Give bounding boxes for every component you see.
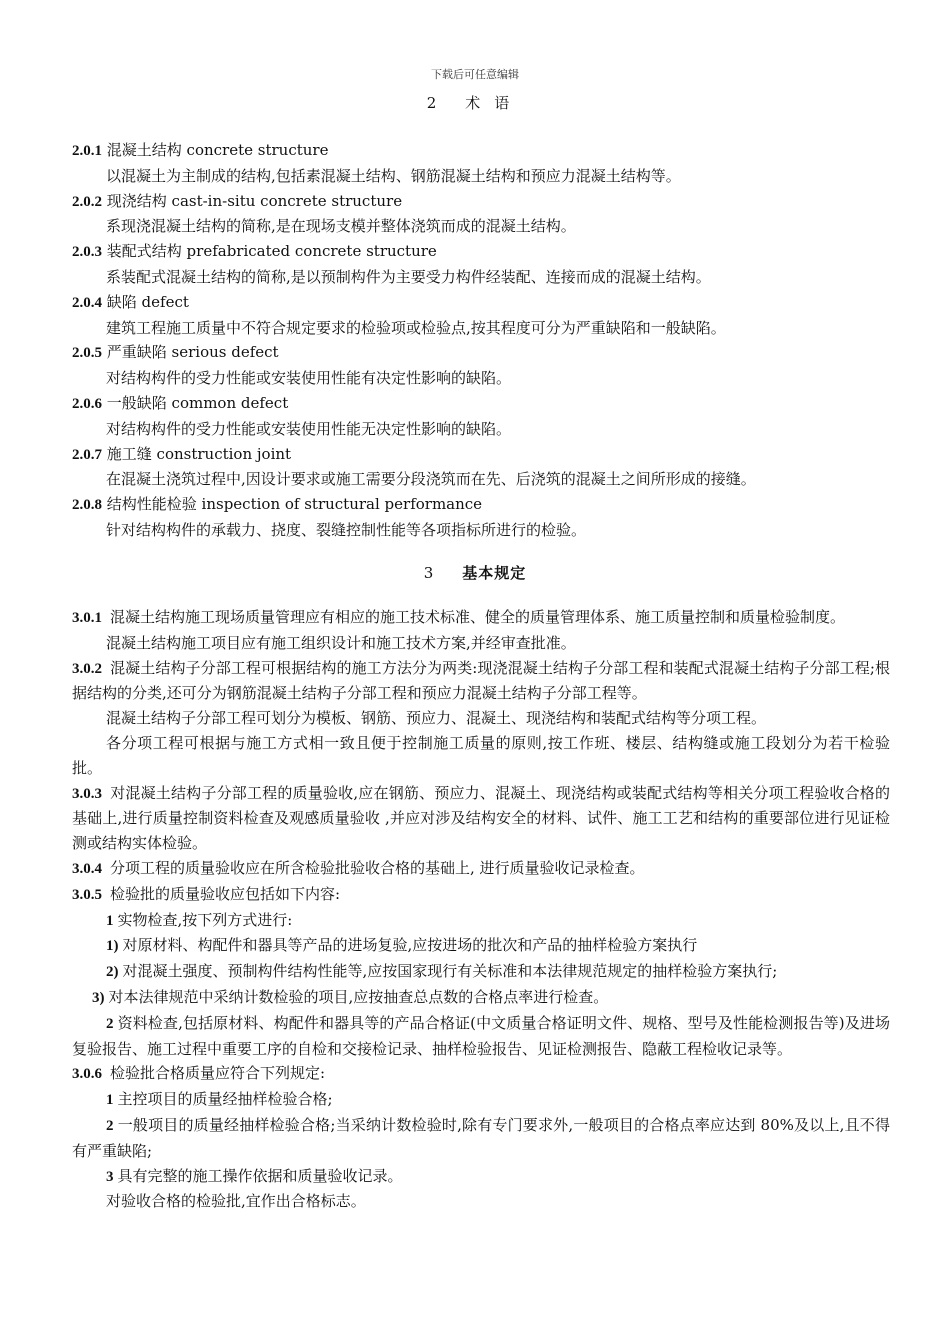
clause-3-0-1 [72,605,890,631]
clause-3-0-4 [72,856,890,882]
clause-paragraph: 混凝土结构施工项目应有施工组织设计和施工技术方案,并经审查批准。 [106,633,576,652]
section-number: 2 [426,94,438,112]
item-text: 实物检查,按下列方式进行: [117,910,293,929]
section-number: 3 [423,564,435,582]
term-heading [72,189,890,215]
closing-note: 对验收合格的检验批,宜作出合格标志。 [106,1192,366,1211]
clause-3-0-5 [72,882,890,908]
list-item [72,1164,890,1190]
list-item [72,1113,890,1164]
term-definition: 以混凝土为主制成的结构,包括素混凝土结构、钢筋混凝土结构和预应力混凝土结构等。 [106,166,681,185]
section-title-text: 术语 [465,94,524,112]
header-note: 下载后可任意编辑 [431,68,519,81]
clause-text: 分项工程的质量验收应在所含检验批验收合格的基础上, 进行质量验收记录检查。 [110,858,645,877]
term-heading [72,290,890,316]
term-heading [72,239,890,265]
clause-text: 对混凝土结构子分部工程的质量验收,应在钢筋、预应力、混凝土、现浇结构或装配式结构等相关分项工程验收合格的基础上,进行质量控制资料检查及观感质量验收 ,并应对涉及结构安全的材料、试件、施工工艺和结构的重要部位进行见证检测或结构实体检验。 [72,783,890,853]
clause-text: 检验批合格质量应符合下列规定: [110,1064,326,1083]
item-number: 2) [106,964,119,981]
term-name: 混凝土结构 concrete structure [106,141,329,159]
term-code: 2.0.7 [72,446,102,463]
item-number: 1) [106,938,119,955]
term-heading [72,442,890,468]
term-definition: 对结构构件的受力性能或安装使用性能无决定性影响的缺陷。 [106,419,512,438]
term-definition: 建筑工程施工质量中不符合规定要求的检验项或检验点,按其程度可分为严重缺陷和一般缺陷。 [106,318,726,337]
item-number: 3) [92,989,105,1006]
clause-code: 3.0.4 [72,860,102,877]
term-code: 2.0.1 [72,143,102,159]
provisions-list [72,605,890,1214]
clause-code: 3.0.5 [72,886,102,903]
clause-code: 3.0.1 [72,610,102,626]
section-2-title [0,92,950,113]
term-name: 施工缝 construction joint [106,444,292,463]
terms-list [72,138,890,543]
term-code: 2.0.3 [72,244,102,261]
term-name: 严重缺陷 serious defect [106,343,279,362]
item-number: 1 [106,912,114,929]
term-code: 2.0.5 [72,345,102,362]
clause-code: 3.0.6 [72,1066,102,1083]
clause-code: 3.0.2 [72,660,102,677]
list-item [72,1011,890,1062]
term-heading [72,340,890,366]
clause-3-0-3 [72,781,890,856]
term-code: 2.0.8 [72,497,102,514]
item-text: 具有完整的施工操作依据和质量验收记录。 [117,1166,403,1185]
clause-code: 3.0.3 [72,785,102,802]
term-code: 2.0.6 [72,395,102,412]
item-text: 对混凝土强度、预制构件结构性能等,应按国家现行有关标准和本法律规范规定的抽样检验方案执行; [122,962,778,981]
clause-paragraph: 混凝土结构子分部工程可划分为模板、钢筋、预应力、混凝土、现浇结构和装配式结构等分项工程。 [106,709,767,728]
term-definition: 系装配式混凝土结构的简称,是以预制构件为主要受力构件经装配、连接而成的混凝土结构。 [106,267,711,286]
item-text: 一般项目的质量经抽样检验合格;当采纳计数检验时,除有专门要求外,一般项目的合格点率应达到 80%及以上,且不得有严重缺陷; [72,1115,890,1160]
term-heading [72,492,890,518]
term-name: 结构性能检验 inspection of structural performance [106,495,483,514]
section-3-title [0,562,950,583]
sub-item [72,959,890,985]
term-definition: 系现浇混凝土结构的简称,是在现场支模并整体浇筑而成的混凝土结构。 [106,217,576,236]
item-number: 2 [106,1015,114,1032]
item-text: 资料检查,包括原材料、构配件和器具等的产品合格证(中文质量合格证明文件、规格、型号及性能检测报告等)及进场复验报告、施工过程中重要工序的自检和交接检记录、抽样检验报告、见证检测报告、隐蔽工程检收记录等。 [72,1013,890,1058]
item-number: 2 [106,1117,114,1134]
term-definition: 针对结构构件的承载力、挠度、裂缝控制性能等各项指标所进行的检验。 [106,520,587,539]
term-name: 装配式结构 prefabricated concrete structure [106,242,437,261]
clause-paragraph: 各分项工程可根据与施工方式相一致且便于控制施工质量的原则,按工作班、楼层、结构缝或施工段划分为若干检验批。 [72,733,890,777]
term-name: 缺陷 defect [106,292,189,311]
clause-text: 检验批的质量验收应包括如下内容: [110,884,341,903]
list-item [72,1087,890,1113]
clause-text: 混凝土结构子分部工程可根据结构的施工方法分为两类:现浇混凝土结构子分部工程和装配式混凝土结构子分部工程;根据结构的分类,还可分为钢筋混凝土结构子分部工程和预应力混凝土结构子分部工程等。 [72,658,890,703]
list-item [72,908,890,934]
item-number: 1 [106,1092,114,1109]
term-code: 2.0.4 [72,294,102,311]
item-text: 对本法律规范中采纳计数检验的项目,应按抽查总点数的合格点率进行检查。 [108,987,609,1006]
term-definition: 在混凝土浇筑过程中,因设计要求或施工需要分段浇筑而在先、后浇筑的混凝土之间所形成的接缝。 [106,470,756,489]
item-text: 对原材料、构配件和器具等产品的进场复验,应按进场的批次和产品的抽样检验方案执行 [122,936,698,955]
term-name: 一般缺陷 common defect [106,393,289,412]
term-name: 现浇结构 cast-in-situ concrete structure [106,191,403,210]
item-number: 3 [106,1168,114,1185]
term-definition: 对结构构件的受力性能或安装使用性能有决定性影响的缺陷。 [106,369,512,388]
item-text: 主控项目的质量经抽样检验合格; [117,1090,333,1109]
sub-item [72,985,890,1011]
term-heading [72,391,890,417]
clause-3-0-6 [72,1061,890,1087]
term-code: 2.0.2 [72,193,102,210]
clause-3-0-2 [72,656,890,707]
term-heading [72,138,890,164]
clause-text: 混凝土结构施工现场质量管理应有相应的施工技术标准、健全的质量管理体系、施工质量控制和质量检验制度。 [110,608,846,626]
sub-item [72,933,890,959]
section-title-text: 基本规定 [462,564,527,582]
